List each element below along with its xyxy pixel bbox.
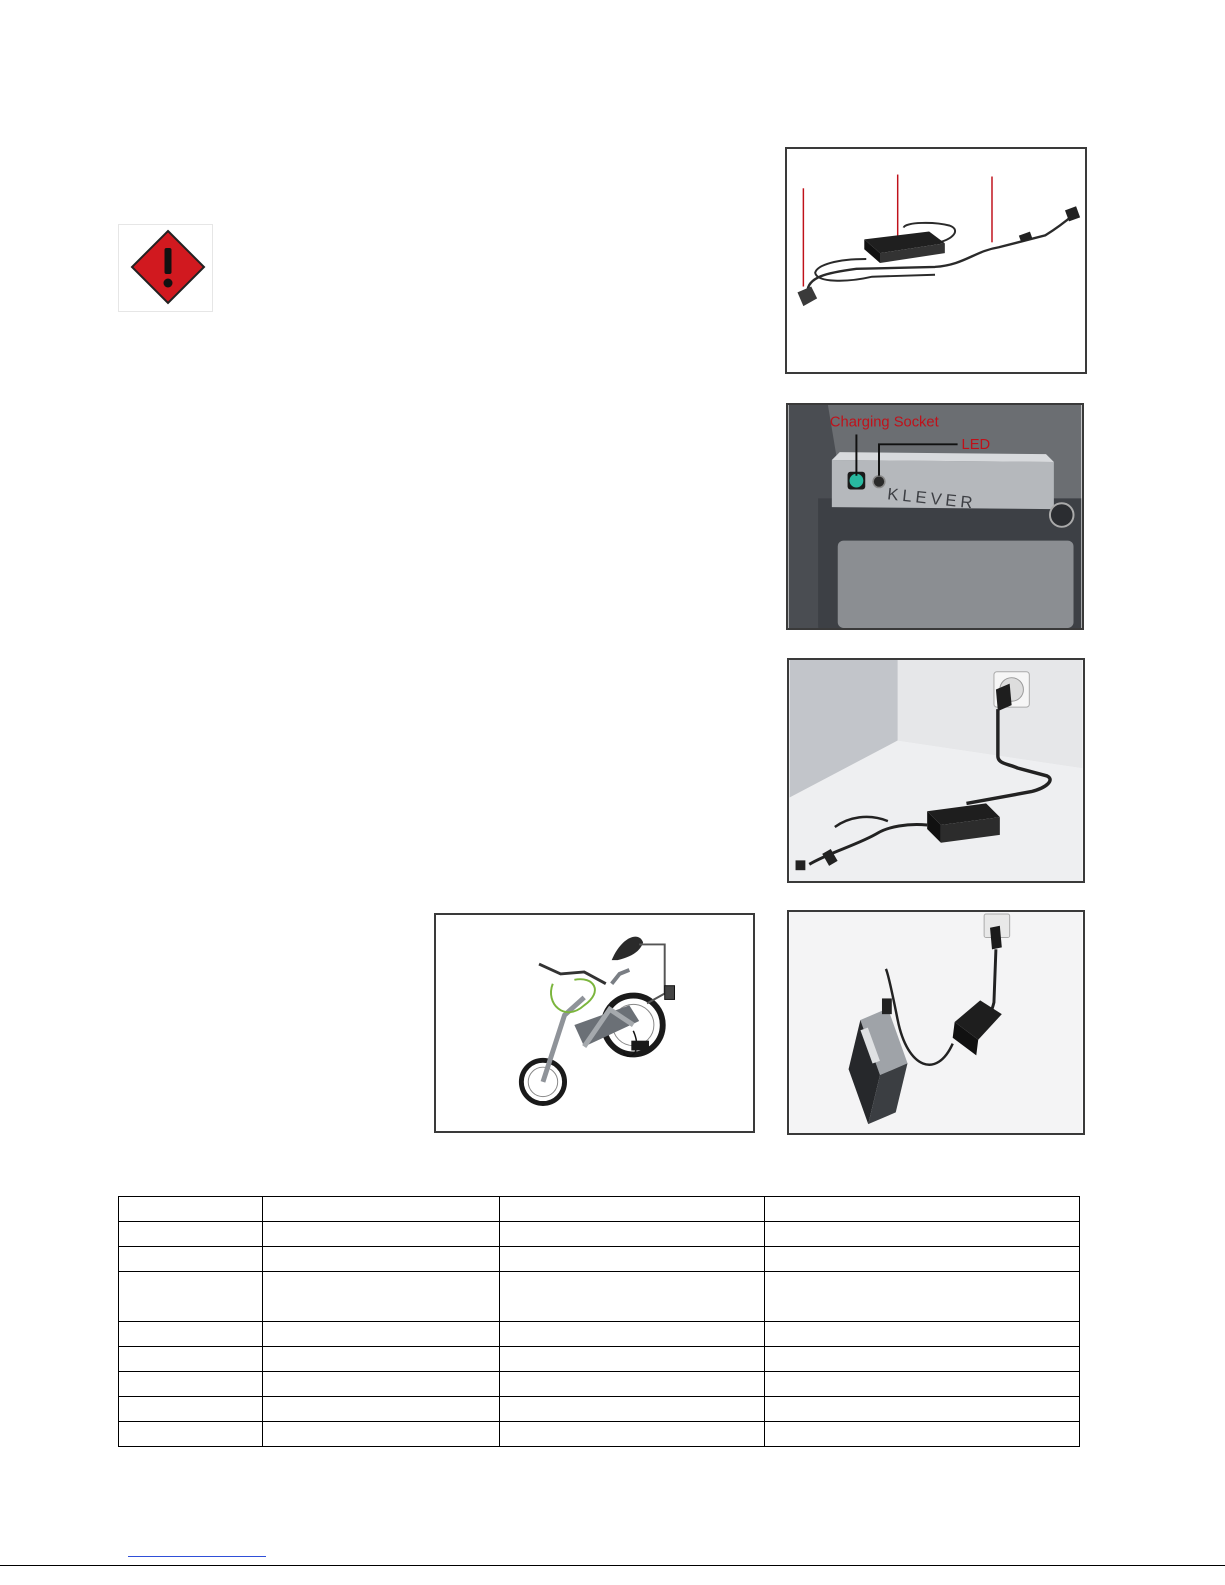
table-cell xyxy=(500,1197,765,1222)
table-cell xyxy=(263,1222,500,1247)
table-cell xyxy=(500,1272,765,1322)
bike-charging-figure xyxy=(434,913,755,1133)
led-label: LED xyxy=(961,437,991,454)
table-cell xyxy=(765,1372,1080,1397)
table-cell xyxy=(765,1197,1080,1222)
table-cell xyxy=(765,1397,1080,1422)
battery-charging-figure xyxy=(787,910,1085,1135)
table-row xyxy=(119,1197,1080,1222)
table-cell xyxy=(119,1272,263,1322)
table-cell xyxy=(500,1422,765,1447)
table-cell xyxy=(119,1197,263,1222)
table-cell xyxy=(765,1247,1080,1272)
footer-divider xyxy=(0,1565,1225,1566)
table-cell xyxy=(263,1397,500,1422)
wall-charging-figure xyxy=(787,658,1085,883)
table-row xyxy=(119,1272,1080,1322)
table-row xyxy=(119,1247,1080,1272)
table-row xyxy=(119,1397,1080,1422)
table-cell xyxy=(765,1347,1080,1372)
table-cell xyxy=(765,1422,1080,1447)
table-row xyxy=(119,1422,1080,1447)
charger-figure xyxy=(785,147,1087,374)
battery-socket-figure xyxy=(786,403,1084,630)
table-cell xyxy=(263,1197,500,1222)
table-cell xyxy=(119,1222,263,1247)
table-cell xyxy=(500,1372,765,1397)
table-cell xyxy=(119,1322,263,1347)
table-cell xyxy=(500,1322,765,1347)
table-cell xyxy=(263,1247,500,1272)
table-cell xyxy=(263,1272,500,1322)
table-cell xyxy=(263,1347,500,1372)
table-row xyxy=(119,1222,1080,1247)
table-cell xyxy=(119,1397,263,1422)
charging-socket-label: Charging Socket xyxy=(829,414,939,431)
table-cell xyxy=(500,1247,765,1272)
brand-klever-text: KLEVER xyxy=(886,484,978,513)
table-cell xyxy=(263,1422,500,1447)
table-cell xyxy=(119,1372,263,1397)
warning-icon xyxy=(118,224,213,312)
table-row xyxy=(119,1372,1080,1397)
table-cell xyxy=(119,1422,263,1447)
table-cell xyxy=(765,1322,1080,1347)
table-cell xyxy=(500,1397,765,1422)
table-row xyxy=(119,1322,1080,1347)
table-cell xyxy=(500,1222,765,1247)
table-cell xyxy=(263,1372,500,1397)
table-row xyxy=(119,1347,1080,1372)
table-cell xyxy=(765,1272,1080,1322)
table-cell xyxy=(119,1247,263,1272)
table-cell xyxy=(263,1322,500,1347)
table-cell xyxy=(765,1222,1080,1247)
spec-table xyxy=(118,1196,1080,1447)
table-cell xyxy=(500,1347,765,1372)
table-cell xyxy=(119,1347,263,1372)
footer-link-underline[interactable] xyxy=(128,1556,266,1557)
